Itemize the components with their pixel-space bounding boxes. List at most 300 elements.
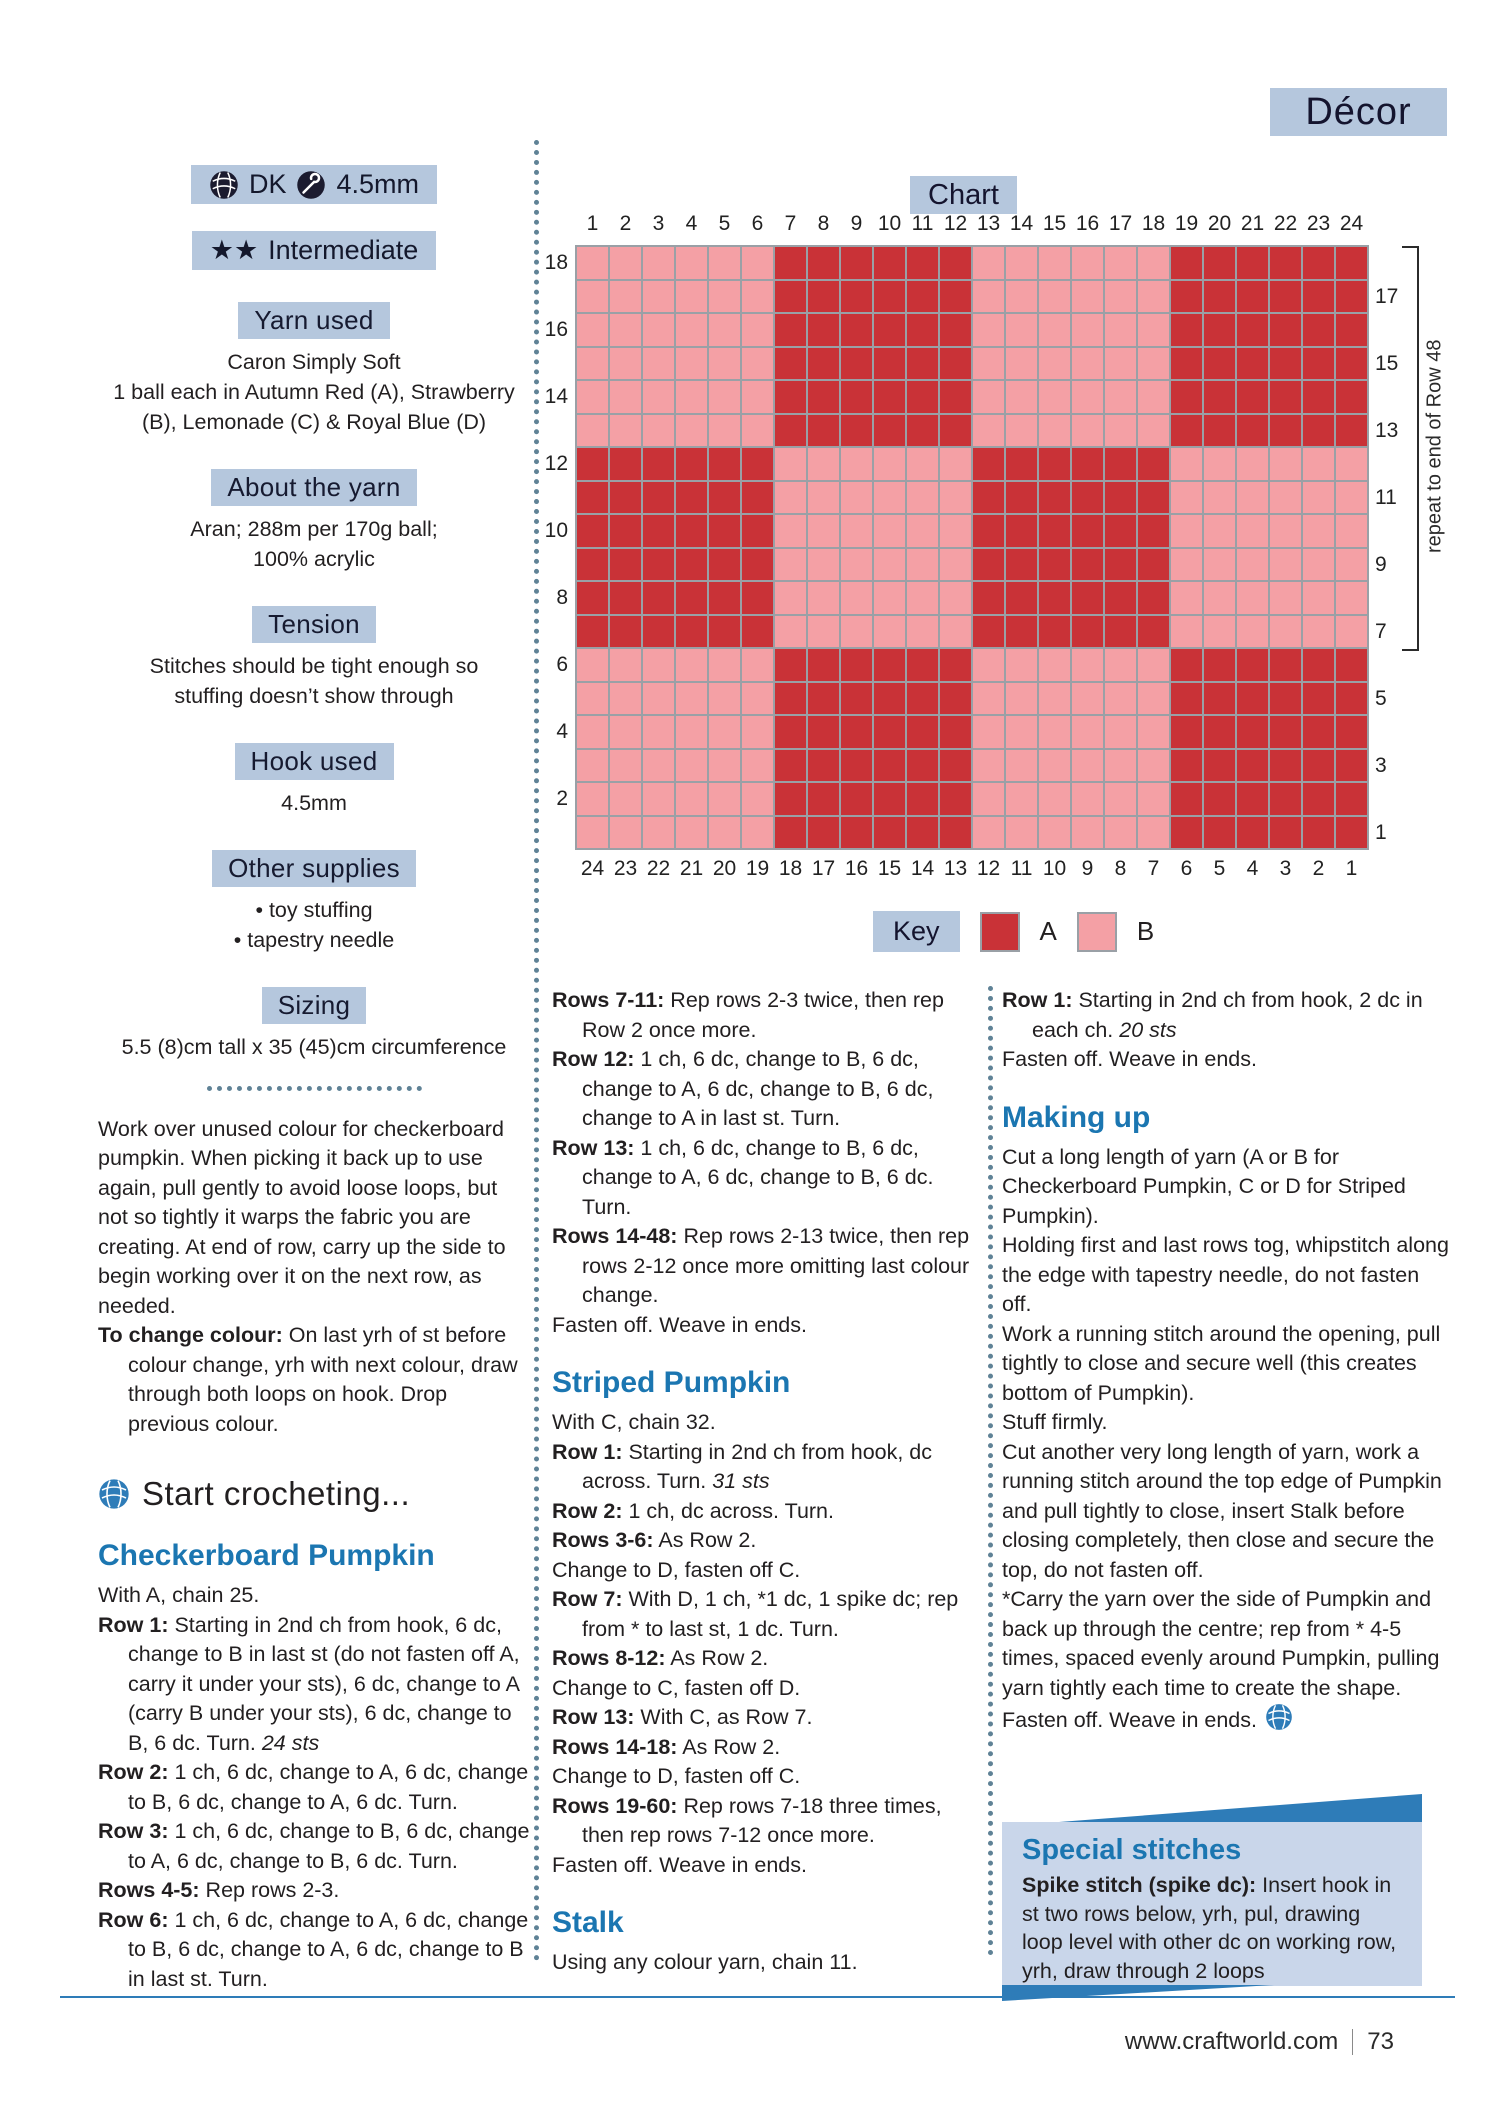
chart-cell [676,817,707,849]
chart-cell [1303,649,1334,681]
chart-cell [1138,381,1169,413]
chart-cell [1039,750,1070,782]
chart-cell [841,750,872,782]
chart-cell [841,716,872,748]
chart-cell [676,482,707,514]
chart-cell [676,348,707,380]
chart-cell [1270,616,1301,648]
chart-cell [1237,415,1268,447]
chart-cell [775,783,806,815]
chart-cell [676,649,707,681]
chart-cell [1270,582,1301,614]
sidebar-section-heading: Hook used [235,743,394,780]
chart-stitch-number: 15 [877,857,902,880]
chart-cell [841,616,872,648]
chart-cell [1171,783,1202,815]
chart-cell [1138,683,1169,715]
hook-size-label: 4.5mm [336,169,420,199]
chart-cell [1105,683,1136,715]
chart-cell [742,348,773,380]
chart-cell [643,482,674,514]
chart-cell [1204,649,1235,681]
chart-cell [577,649,608,681]
chart-cell [1204,281,1235,313]
instruction-line: Rows 14-18: As Row 2. [552,1734,781,1759]
chart-cell [676,549,707,581]
chart-cell [808,381,839,413]
key-label-A: A [1039,916,1057,946]
chart-cell [1006,348,1037,380]
chart-cell [808,616,839,648]
chart-stitch-number: 2 [619,212,632,235]
crochet-hook-icon [296,170,326,200]
sidebar-section-line: stuffing doesn’t show through [174,683,454,708]
yarn-ball-icon [209,170,239,200]
instruction-line: Row 1: Starting in 2nd ch from hook, dc across. Turn. 31 sts [552,1439,933,1493]
instruction-line: Cut a long length of yarn (A or B for Checkerboard Pumpkin, C or D for Striped Pumpkin). [1002,1144,1406,1228]
chart-cell [1237,783,1268,815]
chart-row-number: 12 [544,452,568,475]
chart-cell [1303,783,1334,815]
instruction-line: *Carry the yarn over the side of Pumpkin and back up through the centre; rep from * 4-5 times, spaced evenly around Pumpkin, pulling yarn tightly each time to create the shape. [1002,1587,1440,1700]
chart-cell [874,281,905,313]
chart-cell [1336,247,1367,279]
start-crocheting-label: Start crocheting... [142,1475,411,1512]
instruction-line: Row 1: Starting in 2nd ch from hook, 2 dc in each ch. 20 sts [1002,988,1423,1042]
chart-stitch-number: 7 [784,212,797,235]
chart-cell [1138,415,1169,447]
chart-cell [610,649,641,681]
chart-cell [742,549,773,581]
chart-cell [973,348,1004,380]
chart-cell [775,817,806,849]
dotted-separator [207,1086,422,1091]
yarn-spec-badge [191,165,437,204]
chart-cell [643,549,674,581]
instruction-line: Work over unused colour for checkerboard pumpkin. When picking it back up to use again, pull gently to avoid loose loops, but not so tightly it warps the fabric you are creating. At end of row, carry up the side to begin working over it on the next row, as needed. [98,1116,506,1318]
chart-cell [1204,549,1235,581]
chart-cell [973,783,1004,815]
chart-cell [1006,817,1037,849]
instruction-line: Stuff firmly. [1002,1410,1108,1434]
chart-cell [1039,783,1070,815]
instruction-line: With A, chain 25. [98,1583,260,1607]
chart-cell [907,448,938,480]
sidebar-section-heading: Tension [252,606,376,643]
instruction-line: Row 1: Starting in 2nd ch from hook, 6 dc, change to B in last st (do not fasten off A, carry it under your sts), 6 dc, change to A (carry B under your sts), 6 dc, change to B, 6 dc. Turn. 24 sts [98,1612,520,1755]
instruction-line: Fasten off. Weave in ends. [1002,1703,1454,1736]
chart-cell [676,381,707,413]
chart-cell [874,683,905,715]
chart-cell [676,683,707,715]
chart-cell [1204,381,1235,413]
chart-cell [874,716,905,748]
column-divider-left [534,140,539,1962]
chart-cell [1105,415,1136,447]
sidebar-section [98,987,530,1062]
chart-cell [1204,616,1235,648]
chart-stitch-number: 17 [1108,212,1133,235]
chart-cell [742,381,773,413]
chart-stitch-number: 6 [1180,857,1193,880]
footer-rule [60,1996,1455,1998]
chart-cell [841,281,872,313]
chart-cell [1303,582,1334,614]
instruction-line: Using any colour yarn, chain 11. [552,1950,858,1974]
chart-cell [1270,247,1301,279]
chart-cell [643,817,674,849]
chart-cell [1270,482,1301,514]
chart-cell [1237,448,1268,480]
chart-cell [1138,314,1169,346]
chart-cell [1171,415,1202,447]
chart-cell [1039,247,1070,279]
chart-cell [973,616,1004,648]
chart-cell [1336,549,1367,581]
instruction-line: Fasten off. Weave in ends. [552,1312,807,1337]
chart-cell [577,716,608,748]
chart-cell [1072,515,1103,547]
chart-cell [1204,247,1235,279]
chart-stitch-number: 19 [1174,212,1199,235]
chart-cell [610,582,641,614]
chart-cell [577,314,608,346]
chart-cell [1237,616,1268,648]
chart-stitch-number: 24 [580,857,605,880]
chart-cell [1105,314,1136,346]
chart-cell [907,281,938,313]
chart-cell [676,314,707,346]
chart-cell [1072,448,1103,480]
chart-cell [1336,381,1367,413]
chart-cell [1039,582,1070,614]
chart-cell [610,482,641,514]
chart-stitch-number: 12 [976,857,1001,880]
chart-cell [907,247,938,279]
chart-cell [1171,683,1202,715]
chart-cell [907,549,938,581]
chart-cell [1072,549,1103,581]
chart-cell [1138,783,1169,815]
chart-cell [1270,817,1301,849]
chart-row-number: 10 [544,519,568,542]
chart-cell [1336,716,1367,748]
special-stitches-title: Special stitches [1022,1834,1242,1866]
chart-cell [808,247,839,279]
chart-cell [1204,582,1235,614]
chart-cell [808,582,839,614]
chart-cell [1336,783,1367,815]
chart-cell [1237,716,1268,748]
chart-stitch-number: 7 [1147,857,1160,880]
sidebar-section-heading: Yarn used [238,302,389,339]
chart-cell [742,716,773,748]
chart-row-number: 15 [1375,351,1399,375]
chart-cell [1072,649,1103,681]
chart-cell [973,649,1004,681]
instruction-line: Change to D, fasten off C. [552,1764,801,1788]
chart-cell [643,247,674,279]
chart-cell [1204,783,1235,815]
chart-cell [1072,415,1103,447]
chart-row-number: 6 [556,653,568,676]
chart-cell [1270,515,1301,547]
chart-cell [775,448,806,480]
difficulty-label: Intermediate [268,234,419,265]
chart-cell [643,348,674,380]
chart-cell [1270,381,1301,413]
chart-cell [1105,247,1136,279]
chart-stitch-number: 5 [718,212,731,235]
chart-cell [1204,817,1235,849]
chart-cell [742,247,773,279]
chart-cell [940,783,971,815]
chart-cell [709,415,740,447]
chart-stitch-number: 14 [910,857,935,880]
chart-stitch-number: 8 [817,212,830,235]
chart-cell [1072,348,1103,380]
chart-stitch-number: 2 [1312,857,1325,880]
chart-cell [940,683,971,715]
sidebar-section [98,743,530,818]
chart-cell [676,515,707,547]
sidebar-section [98,469,530,574]
chart-cell [1237,381,1268,413]
chart-cell [841,515,872,547]
chart-cell [643,582,674,614]
chart-cell [1270,750,1301,782]
chart-cell [940,314,971,346]
chart-cell [1039,683,1070,715]
chart-cell [1072,817,1103,849]
chart-cell [874,348,905,380]
chart-cell [1039,482,1070,514]
chart-cell [1336,649,1367,681]
chart-cell [973,817,1004,849]
instruction-line: Row 12: 1 ch, 6 dc, change to B, 6 dc, change to A, 6 dc, change to B, 6 dc, change to A in last st. Turn. [552,1047,934,1130]
chart-cell [709,783,740,815]
chart-stitch-number: 9 [1081,857,1094,880]
chart-cell [1006,716,1037,748]
sidebar-section-line: 5.5 (8)cm tall x 35 (45)cm circumference [121,1034,507,1059]
chart-cell [1171,649,1202,681]
chart-cell [709,448,740,480]
chart-cell [1039,549,1070,581]
chart-cell [907,381,938,413]
chart-cell [1039,649,1070,681]
chart-cell [1105,348,1136,380]
chart-cell [742,783,773,815]
instruction-line: Row 13: With C, as Row 7. [552,1705,813,1729]
chart-cell [709,549,740,581]
chart-cell [1204,716,1235,748]
chart-row-number: 18 [544,251,568,274]
chart-cell [1237,348,1268,380]
chart-cell [973,750,1004,782]
chart-cell [808,348,839,380]
chart-cell [973,482,1004,514]
chart-cell [775,616,806,648]
chart-cell [1105,281,1136,313]
chart-cell [643,683,674,715]
chart-cell [1006,683,1037,715]
chart-cell [1336,482,1367,514]
chart-cell [940,750,971,782]
chart-cell [907,314,938,346]
chart-cell [1336,415,1367,447]
chart-cell [709,683,740,715]
footer-url: www.craftworld.com [1124,2028,1339,2055]
chart-cell [610,348,641,380]
chart-cell [1006,281,1037,313]
chart-cell [907,582,938,614]
chart-row-number: 16 [544,318,568,341]
instruction-line: Rows 14-48: Rep rows 2-13 twice, then rep rows 2-12 once more omitting last colour change. [552,1224,970,1307]
chart-stitch-number: 10 [877,212,902,235]
chart-cell [742,817,773,849]
chart-cell [973,582,1004,614]
chart-cell [742,683,773,715]
chart-key [873,911,1154,952]
chart-cell [841,448,872,480]
chart-cell [1303,515,1334,547]
chart-row-number: 11 [1375,485,1397,509]
chart-cell [775,314,806,346]
chart-cell [610,314,641,346]
page-section-badge: Décor [1270,88,1447,136]
chart-cell [1039,415,1070,447]
chart-cell [1171,448,1202,480]
chart-cell [577,683,608,715]
chart-cell [643,281,674,313]
instruction-line: Rows 4-5: Rep rows 2-3. [98,1878,340,1902]
sidebar [98,165,530,1994]
chart-cell [1237,482,1268,514]
chart-cell [1303,683,1334,715]
chart-cell [610,616,641,648]
sidebar-section-line: Aran; 288m per 170g ball; [190,516,438,541]
instruction-line: Rows 7-11: Rep rows 2-3 twice, then rep Row 2 once more. [552,988,944,1042]
instruction-line: With C, chain 32. [552,1410,716,1434]
sidebar-section-heading: About the yarn [211,469,416,506]
sidebar-section-line: 1 ball each in Autumn Red (A), Strawberry [113,379,515,404]
chart-cell [808,415,839,447]
chart-cell [1105,515,1136,547]
chart-cell [841,247,872,279]
chart-cell [742,448,773,480]
chart-cell [577,549,608,581]
special-box-accent-bottom [1002,1985,1274,2001]
section-title: Striped Pumpkin [552,1366,791,1399]
chart-stitch-number: 12 [943,212,968,235]
chart-cell [1006,649,1037,681]
chart-cell [841,582,872,614]
chart-cell [940,817,971,849]
yarn-ball-icon [1265,1703,1293,1731]
chart-cell [1336,515,1367,547]
chart-cell [709,750,740,782]
chart-cell [676,783,707,815]
chart-cell [808,716,839,748]
chart-cell [1303,750,1334,782]
sidebar-section-line: Stitches should be tight enough so [149,653,479,678]
chart-cell [610,817,641,849]
chart-cell [742,281,773,313]
chart-cell [1105,482,1136,514]
chart-cell [907,683,938,715]
chart-cell [709,381,740,413]
chart-cell [1171,616,1202,648]
chart-cell [775,482,806,514]
chart-row-number: 5 [1375,686,1387,710]
chart-stitch-number: 4 [685,212,698,235]
chart-cell [610,515,641,547]
key-swatch-B [1077,912,1117,952]
chart-cell [742,482,773,514]
chart-cell [577,817,608,849]
chart-stitch-number: 6 [751,212,764,235]
chart-row-number: 3 [1375,753,1387,777]
chart-stitch-number: 23 [1306,212,1331,235]
chart-cell [610,783,641,815]
chart-cell [1138,750,1169,782]
chart-cell [907,750,938,782]
chart-cell [1303,314,1334,346]
chart-cell [709,314,740,346]
chart-cell [808,549,839,581]
chart-cell [1006,515,1037,547]
chart-cell [973,515,1004,547]
chart-cell [1303,381,1334,413]
instruction-line: Change to D, fasten off C. [552,1557,801,1582]
chart-cell [742,515,773,547]
chart-stitch-number: 16 [1075,212,1100,235]
chart-cell [1105,783,1136,815]
chart-cell [874,750,905,782]
chart-cell [610,247,641,279]
chart-cell [577,381,608,413]
chart-cell [940,482,971,514]
chart-row-number: 8 [556,586,568,609]
chart-cell [808,783,839,815]
chart-cell [643,783,674,815]
chart-cell [1171,515,1202,547]
chart-title-badge: Chart [910,176,1017,214]
chart-cell [1303,482,1334,514]
chart-cell [808,515,839,547]
chart-cell [775,716,806,748]
chart-cell [940,716,971,748]
chart-cell [676,750,707,782]
chart-cell [577,247,608,279]
chart-cell [1303,348,1334,380]
footer-separator [1352,2029,1353,2055]
chart-cell [1204,348,1235,380]
chart-cell [907,716,938,748]
chart-cell [808,281,839,313]
chart-stitch-number: 23 [613,857,638,880]
chart-cell [643,515,674,547]
chart-cell [577,783,608,815]
chart-cell [973,549,1004,581]
chart-cell [742,616,773,648]
chart-cell [1039,281,1070,313]
chart-cell [1039,817,1070,849]
instruction-line: Holding first and last rows tog, whipstitch along the edge with tapestry needle, do not fasten off. [1002,1233,1449,1316]
chart-stitch-number: 18 [778,857,803,880]
chart-cell [973,247,1004,279]
intro-notes [98,1115,530,1440]
